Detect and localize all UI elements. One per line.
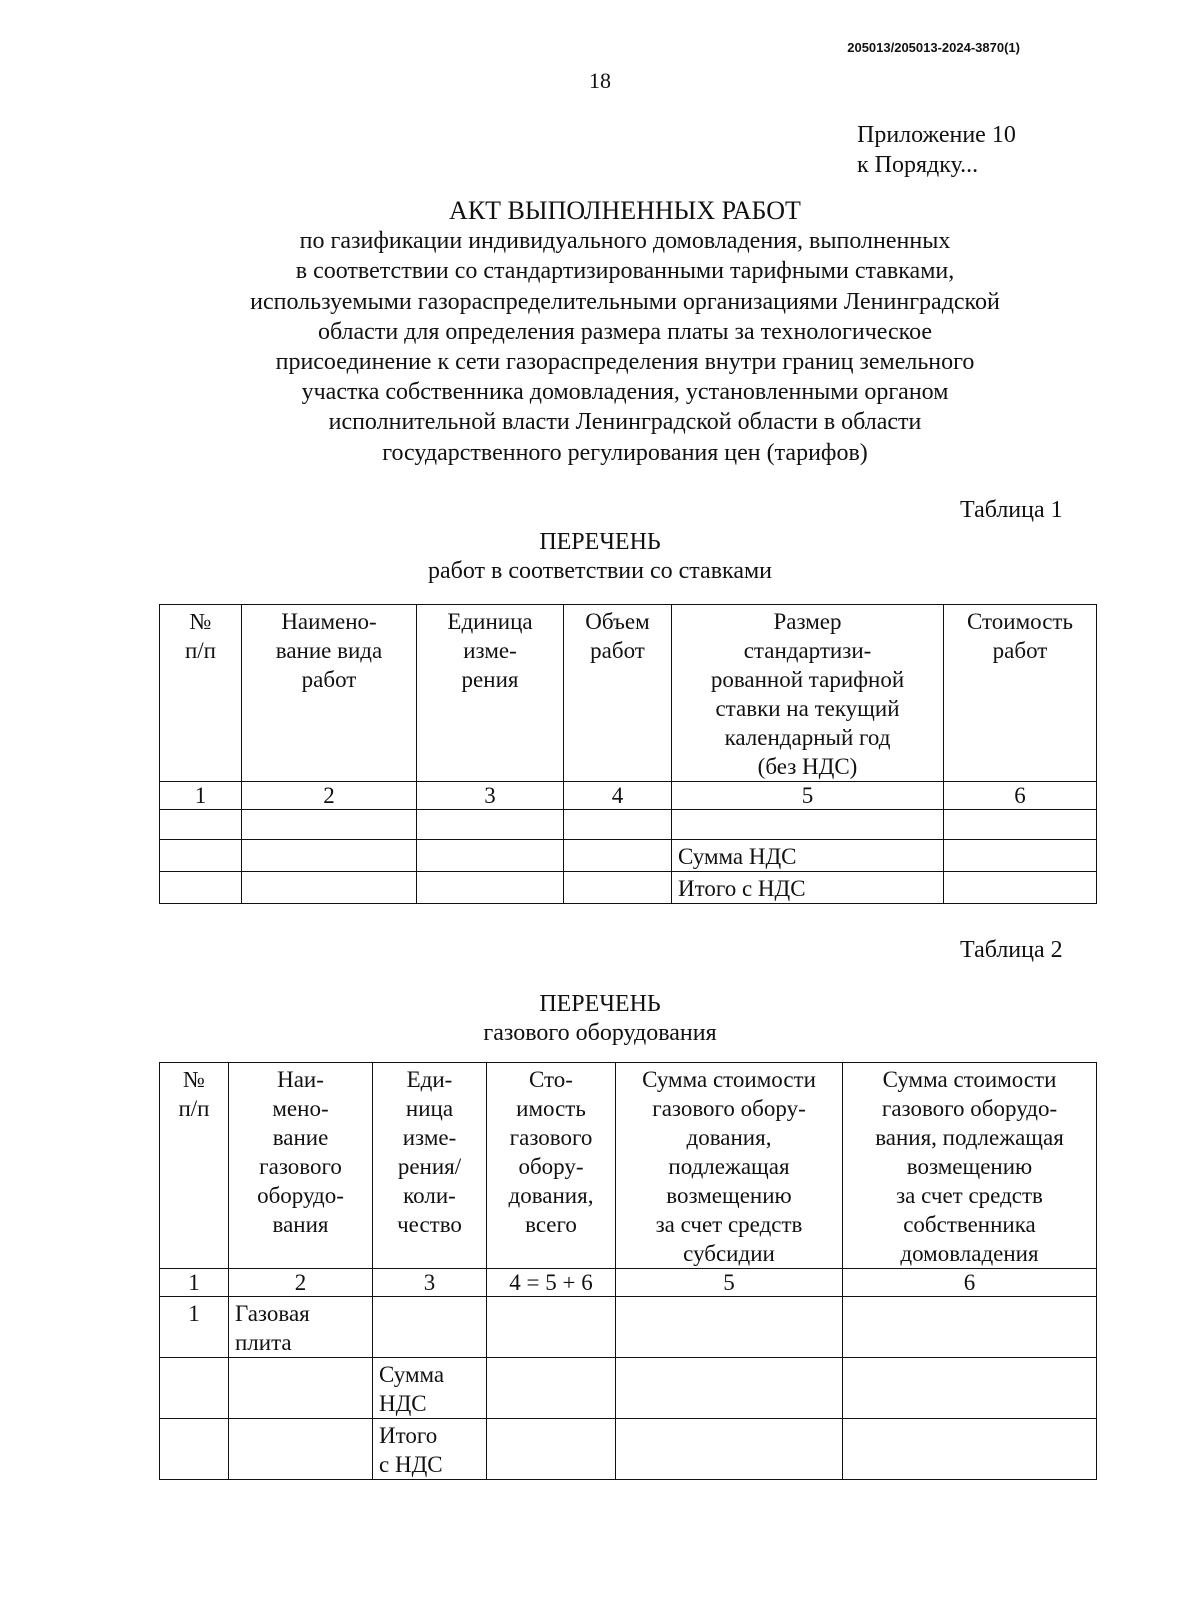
cell-line: всего xyxy=(525,1212,577,1237)
cell-line: возмещению xyxy=(666,1183,792,1208)
cell-line: Сумма xyxy=(379,1362,445,1387)
cell-line: субсидии xyxy=(683,1241,775,1266)
cell-line: рованной тарифной xyxy=(710,667,905,692)
appendix-line-2: к Порядку... xyxy=(857,152,979,178)
column-header xyxy=(564,605,672,782)
table-cell xyxy=(564,872,672,904)
appendix-line-1: Приложение 10 xyxy=(857,122,1016,148)
act-title-line: участка собственника домовладения, установленными органом xyxy=(301,379,949,406)
table-header-row xyxy=(160,1063,1097,1269)
act-title-line: области для определения размера платы за технологическое xyxy=(317,318,933,345)
column-number: 5 xyxy=(616,1269,843,1297)
works-table xyxy=(159,604,1097,904)
column-header xyxy=(843,1063,1097,1269)
table-cell xyxy=(229,1358,373,1419)
table-cell xyxy=(242,840,417,872)
page-number: 18 xyxy=(589,68,611,93)
column-header xyxy=(944,605,1097,782)
table-cell xyxy=(373,1297,487,1358)
cell-line: Итого xyxy=(379,1423,438,1448)
cell-line: 1 xyxy=(188,1301,200,1326)
column-header xyxy=(229,1063,373,1269)
cell-line: (без НДС) xyxy=(757,754,858,779)
cell-line: вание вида xyxy=(275,638,383,663)
cell-line: НДС xyxy=(379,1391,427,1416)
table-cell xyxy=(160,840,242,872)
cell-line: Итого с НДС xyxy=(678,876,806,901)
column-number: 5 xyxy=(672,782,944,810)
column-number: 4 xyxy=(564,782,672,810)
cell-line: Единица xyxy=(447,609,533,634)
column-header xyxy=(160,1063,229,1269)
table-cell xyxy=(242,810,417,840)
column-number: 6 xyxy=(944,782,1097,810)
cell-line: п/п xyxy=(178,1096,210,1121)
cell-line: работ xyxy=(590,638,645,663)
cell-line: Сумма стоимости xyxy=(882,1067,1057,1092)
cell-line: вания, подлежащая xyxy=(875,1125,1064,1150)
cell-line: собственника xyxy=(903,1212,1036,1237)
table-cell xyxy=(160,1358,229,1419)
cell-line: вание xyxy=(272,1125,329,1150)
table-cell xyxy=(672,872,944,904)
column-header xyxy=(672,605,944,782)
table-row xyxy=(160,1297,1097,1358)
cell-line: Сто- xyxy=(529,1067,573,1092)
cell-line: Сумма НДС xyxy=(678,844,797,869)
table-cell xyxy=(487,1419,616,1480)
table-cell xyxy=(564,810,672,840)
cell-line: п/п xyxy=(184,638,216,663)
cell-line: № xyxy=(183,1067,205,1092)
cell-line: Наимено- xyxy=(281,609,377,634)
document-number: 205013/205013-2024-3870(1) xyxy=(847,40,1020,55)
column-header xyxy=(242,605,417,782)
table-cell xyxy=(843,1358,1097,1419)
table-cell xyxy=(373,1358,487,1419)
cell-line: обору- xyxy=(518,1154,584,1179)
table-cell xyxy=(944,872,1097,904)
column-number-row xyxy=(160,782,1097,810)
table-header-row xyxy=(160,605,1097,782)
column-number: 1 xyxy=(160,782,242,810)
table-cell xyxy=(843,1419,1097,1480)
table-cell xyxy=(160,1419,229,1480)
cell-line: работ xyxy=(301,667,357,692)
cell-line: Еди- xyxy=(406,1067,453,1092)
cell-line: за счет средств xyxy=(896,1183,1043,1208)
table-cell xyxy=(160,810,242,840)
cell-line: за счет средств xyxy=(655,1212,803,1237)
table-cell xyxy=(160,1297,229,1358)
table-row xyxy=(160,1419,1097,1480)
act-title-line: используемыми газораспределительными организациями Ленинградской xyxy=(250,288,1000,315)
cell-line: ставки на текущий xyxy=(715,696,900,721)
cell-line: Объем xyxy=(585,609,650,634)
cell-line: газового оборудо- xyxy=(881,1096,1058,1121)
table-cell xyxy=(616,1358,843,1419)
column-number: 2 xyxy=(242,782,417,810)
table1-label: Таблица 1 xyxy=(960,497,1063,523)
cell-line: дования, xyxy=(686,1125,772,1150)
table-cell xyxy=(417,840,564,872)
column-number: 1 xyxy=(160,1269,229,1297)
cell-line: чество xyxy=(397,1212,462,1237)
cell-line: рения/ xyxy=(397,1154,462,1179)
table-cell xyxy=(944,810,1097,840)
table-row xyxy=(160,840,1097,872)
cell-line: стандартизи- xyxy=(743,638,872,663)
table-cell xyxy=(616,1419,843,1480)
table-cell xyxy=(229,1297,373,1358)
table2-heading: ПЕРЕЧЕНЬ xyxy=(539,991,661,1017)
column-number: 2 xyxy=(229,1269,373,1297)
column-header xyxy=(616,1063,843,1269)
column-number: 6 xyxy=(843,1269,1097,1297)
act-title-line: государственного регулирования цен (тарифов) xyxy=(382,439,868,466)
cell-line: оборудо- xyxy=(257,1183,344,1208)
cell-line: дования, xyxy=(508,1183,594,1208)
cell-line: № xyxy=(189,609,212,634)
column-number: 3 xyxy=(417,782,564,810)
cell-line: календарный год xyxy=(724,725,891,750)
table-cell xyxy=(616,1297,843,1358)
act-title-main: АКТ ВЫПОЛНЕННЫХ РАБОТ xyxy=(449,196,801,225)
table-cell xyxy=(487,1358,616,1419)
table-cell xyxy=(672,840,944,872)
cell-line: домовладения xyxy=(900,1241,1039,1266)
cell-line: Газовая xyxy=(235,1301,310,1326)
act-title xyxy=(60,196,1190,468)
table-row xyxy=(160,810,1097,840)
cell-line: подлежащая xyxy=(668,1154,790,1179)
table-cell xyxy=(843,1297,1097,1358)
cell-line: работ xyxy=(992,638,1048,663)
cell-line: изме- xyxy=(463,638,517,663)
cell-line: рения xyxy=(461,667,519,692)
table-row xyxy=(160,872,1097,904)
column-number-row xyxy=(160,1269,1097,1297)
column-number: 3 xyxy=(373,1269,487,1297)
cell-line: мено- xyxy=(272,1096,329,1121)
table-cell xyxy=(417,810,564,840)
appendix-note xyxy=(857,120,1016,180)
column-header xyxy=(417,605,564,782)
cell-line: Размер xyxy=(773,609,842,634)
act-title-line: исполнительной власти Ленинградской области в области xyxy=(328,409,922,436)
table-cell xyxy=(229,1419,373,1480)
cell-line: возмещению xyxy=(906,1154,1033,1179)
cell-line: Наи- xyxy=(277,1067,324,1092)
table-row xyxy=(160,1358,1097,1419)
cell-line: вания xyxy=(272,1212,329,1237)
cell-line: плита xyxy=(235,1330,292,1355)
act-title-line: в соответствии со стандартизированными тарифными ставками, xyxy=(295,258,955,285)
column-number: 4 = 5 + 6 xyxy=(487,1269,616,1297)
cell-line: Сумма стоимости xyxy=(642,1067,816,1092)
table-cell xyxy=(373,1419,487,1480)
gas-equipment-table xyxy=(159,1062,1097,1480)
table-cell xyxy=(944,840,1097,872)
cell-line: с НДС xyxy=(379,1452,443,1477)
cell-line: коли- xyxy=(403,1183,456,1208)
table2-label: Таблица 2 xyxy=(960,937,1063,963)
column-header xyxy=(160,605,242,782)
table1-subheading: работ в соответствии со ставками xyxy=(427,558,773,584)
cell-line: ница xyxy=(405,1096,454,1121)
cell-line: Стоимость xyxy=(967,609,1073,634)
cell-line: газового обору- xyxy=(652,1096,806,1121)
cell-line: газового xyxy=(259,1154,342,1179)
table-cell xyxy=(564,840,672,872)
table-cell xyxy=(487,1297,616,1358)
table-cell xyxy=(672,810,944,840)
table-cell xyxy=(242,872,417,904)
cell-line: имость xyxy=(516,1096,586,1121)
column-header xyxy=(373,1063,487,1269)
table-cell xyxy=(417,872,564,904)
column-header xyxy=(487,1063,616,1269)
cell-line: изме- xyxy=(402,1125,457,1150)
table-cell xyxy=(160,872,242,904)
cell-line: газового xyxy=(509,1125,593,1150)
table1-heading: ПЕРЕЧЕНЬ xyxy=(539,529,661,555)
act-title-line: присоединение к сети газораспределения внутри границ земельного xyxy=(275,349,975,376)
table2-subheading: газового оборудования xyxy=(483,1020,717,1046)
act-title-line: по газификации индивидуального домовладения, выполненных xyxy=(299,228,951,255)
